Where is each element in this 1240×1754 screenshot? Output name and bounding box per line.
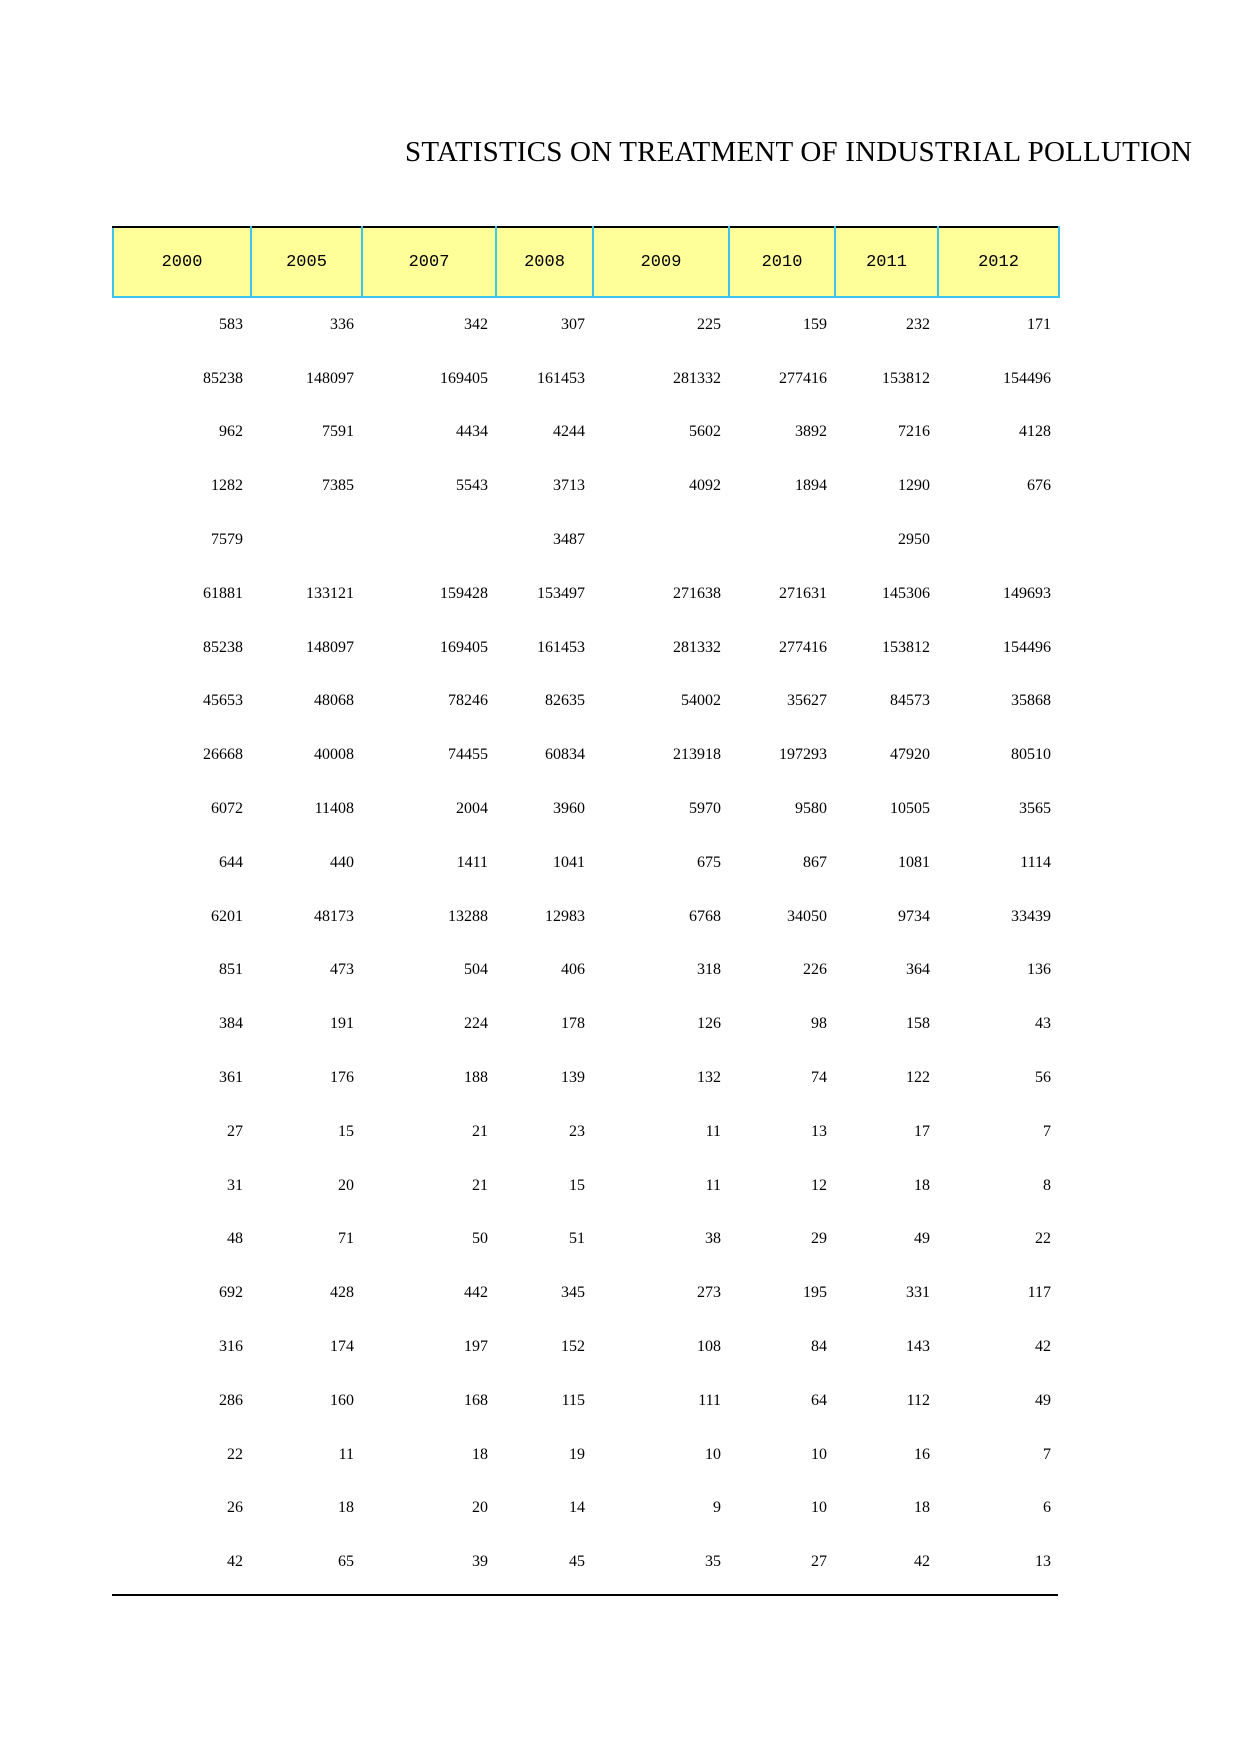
table-cell: 48068: [314, 692, 354, 710]
table-cell: 153812: [882, 369, 930, 387]
table-cell: 281332: [673, 638, 721, 656]
table-cell: 174: [330, 1338, 354, 1356]
title-container: [405, 132, 1193, 176]
table-cell: [729, 513, 835, 567]
table-cell: 225: [697, 315, 721, 333]
table-cell: 176: [330, 1069, 354, 1087]
table-cell: 84573: [890, 692, 930, 710]
table-row: [113, 1374, 1059, 1428]
table-cell: 122: [906, 1069, 930, 1087]
table-cell: 1081: [898, 853, 930, 871]
table-cell: 644: [219, 853, 243, 871]
table-cell: 316: [219, 1338, 243, 1356]
table-cell: 22: [227, 1445, 243, 1463]
table-cell: 331: [906, 1284, 930, 1302]
table-cell: 71: [338, 1230, 354, 1248]
table-cell: 13: [1035, 1553, 1051, 1571]
table-cell: 213918: [673, 746, 721, 764]
header-row: [113, 227, 1059, 297]
table-cell: 1894: [795, 477, 827, 495]
table-cell: 14: [569, 1499, 585, 1517]
table-cell: 133121: [306, 584, 354, 602]
table-cell: 676: [1027, 477, 1051, 495]
table-cell: 35868: [1011, 692, 1051, 710]
table-cell: 26668: [203, 746, 243, 764]
table-cell: 136: [1027, 961, 1051, 979]
table-cell: 149693: [1003, 584, 1051, 602]
column-header-2007: 2007: [362, 227, 496, 297]
table-cell: 318: [697, 961, 721, 979]
table-cell: 29: [811, 1230, 827, 1248]
table-cell: 2004: [456, 800, 488, 818]
table-row: [113, 513, 1059, 567]
table-cell: 12983: [545, 907, 585, 925]
table-row: [113, 944, 1059, 998]
table-row: [113, 675, 1059, 729]
column-header-2009: 2009: [593, 227, 729, 297]
table-row: [113, 836, 1059, 890]
table-cell: 65: [338, 1553, 354, 1571]
table-cell: 9: [713, 1499, 721, 1517]
table-cell: 5602: [689, 423, 721, 441]
table-cell: 11408: [314, 800, 354, 818]
table-row: [113, 890, 1059, 944]
table-cell: 20: [472, 1499, 488, 1517]
table-cell: 56: [1035, 1069, 1051, 1087]
table-cell: 16: [914, 1445, 930, 1463]
table-row: [113, 297, 1059, 352]
table-cell: 191: [330, 1015, 354, 1033]
table-cell: 7579: [211, 531, 243, 549]
table-cell: 307: [561, 315, 585, 333]
table-cell: 21: [472, 1122, 488, 1140]
table-cell: 61881: [203, 584, 243, 602]
column-header-2005: 2005: [251, 227, 362, 297]
table-cell: 271638: [673, 584, 721, 602]
table-cell: 126: [697, 1015, 721, 1033]
table-cell: 1041: [553, 853, 585, 871]
table-cell: 3487: [553, 531, 585, 549]
table-cell: 15: [569, 1176, 585, 1194]
page-title: STATISTICS ON TREATMENT OF INDUSTRIAL POLLUTION: [405, 136, 1193, 168]
table-cell: 33439: [1011, 907, 1051, 925]
table-row: [113, 1159, 1059, 1213]
table-row: [113, 1320, 1059, 1374]
table-cell: 440: [330, 853, 354, 871]
table-cell: 143: [906, 1338, 930, 1356]
table-row: [113, 459, 1059, 513]
table-cell: 84: [811, 1338, 827, 1356]
table-cell: 43: [1035, 1015, 1051, 1033]
table-cell: 1290: [898, 477, 930, 495]
table-cell: 9580: [795, 800, 827, 818]
table-cell: 153497: [537, 584, 585, 602]
table-row: [113, 1535, 1059, 1589]
table-cell: 11: [705, 1176, 721, 1194]
table-cell: 336: [330, 315, 354, 333]
table-cell: 19: [569, 1445, 585, 1463]
table-cell: 4092: [689, 477, 721, 495]
table-cell: [593, 513, 729, 567]
table-cell: 277416: [779, 369, 827, 387]
table-cell: 361: [219, 1069, 243, 1087]
table-cell: 851: [219, 961, 243, 979]
table-cell: 20: [338, 1176, 354, 1194]
table-cell: 5970: [689, 800, 721, 818]
table-row: [113, 997, 1059, 1051]
table-row: [113, 406, 1059, 460]
column-header-2000: 2000: [113, 227, 251, 297]
table-cell: 85238: [203, 638, 243, 656]
table-cell: 27: [811, 1553, 827, 1571]
table-cell: 3565: [1019, 800, 1051, 818]
table-cell: 7216: [898, 423, 930, 441]
table-cell: 7591: [322, 423, 354, 441]
table-cell: 60834: [545, 746, 585, 764]
table-cell: 6201: [211, 907, 243, 925]
table-cell: 148097: [306, 638, 354, 656]
table-cell: 154496: [1003, 369, 1051, 387]
table-cell: 85238: [203, 369, 243, 387]
table-cell: 197293: [779, 746, 827, 764]
table-cell: 6768: [689, 907, 721, 925]
table-cell: 74: [811, 1069, 827, 1087]
table-cell: 224: [464, 1015, 488, 1033]
table-cell: 35: [705, 1553, 721, 1571]
table-cell: 281332: [673, 369, 721, 387]
table-row: [113, 1266, 1059, 1320]
table-cell: 64: [811, 1391, 827, 1409]
table-cell: 112: [906, 1391, 930, 1409]
table-cell: 154496: [1003, 638, 1051, 656]
table-cell: [362, 513, 496, 567]
table-cell: 3960: [553, 800, 585, 818]
table-cell: 161453: [537, 369, 585, 387]
table-cell: 26: [227, 1499, 243, 1517]
table-cell: 18: [914, 1499, 930, 1517]
table-cell: 583: [219, 315, 243, 333]
table-cell: 273: [697, 1284, 721, 1302]
table-cell: 23: [569, 1122, 585, 1140]
table-cell: 13: [811, 1122, 827, 1140]
table-cell: 18: [914, 1176, 930, 1194]
table-cell: 226: [803, 961, 827, 979]
table-row: [113, 621, 1059, 675]
table-cell: 11: [705, 1122, 721, 1140]
table-cell: 342: [464, 315, 488, 333]
table-cell: 80510: [1011, 746, 1051, 764]
table-cell: 50: [472, 1230, 488, 1248]
table-cell: 22: [1035, 1230, 1051, 1248]
table-cell: 42: [227, 1553, 243, 1571]
table-cell: 10: [811, 1499, 827, 1517]
table-cell: 277416: [779, 638, 827, 656]
table-row: [113, 782, 1059, 836]
table-cell: 169405: [440, 369, 488, 387]
table-cell: 11: [338, 1445, 354, 1463]
table-cell: 8: [1043, 1176, 1051, 1194]
table-cell: 188: [464, 1069, 488, 1087]
statistics-table: [112, 226, 1060, 1589]
table-cell: 49: [1035, 1391, 1051, 1409]
table-cell: 168: [464, 1391, 488, 1409]
table-cell: 45653: [203, 692, 243, 710]
table-row: [113, 352, 1059, 406]
table-cell: 3892: [795, 423, 827, 441]
table-row: [113, 1213, 1059, 1267]
table-cell: 161453: [537, 638, 585, 656]
table-cell: 152: [561, 1338, 585, 1356]
table-cell: 34050: [787, 907, 827, 925]
table-cell: 13288: [448, 907, 488, 925]
table-cell: 159: [803, 315, 827, 333]
table-cell: 42: [914, 1553, 930, 1571]
table-cell: 7: [1043, 1445, 1051, 1463]
column-header-2011: 2011: [835, 227, 938, 297]
table-cell: 10: [705, 1445, 721, 1463]
table-cell: 12: [811, 1176, 827, 1194]
table-row: [113, 728, 1059, 782]
table-cell: 6072: [211, 800, 243, 818]
table-cell: 31: [227, 1176, 243, 1194]
table-cell: 148097: [306, 369, 354, 387]
table-cell: 345: [561, 1284, 585, 1302]
table-cell: 271631: [779, 584, 827, 602]
table-row: [113, 1105, 1059, 1159]
table-cell: 47920: [890, 746, 930, 764]
table-cell: 111: [698, 1391, 721, 1409]
table-cell: 132: [697, 1069, 721, 1087]
table-cell: 153812: [882, 638, 930, 656]
table-cell: [251, 513, 362, 567]
table-cell: 45: [569, 1553, 585, 1571]
table-cell: 10: [811, 1445, 827, 1463]
table-cell: 195: [803, 1284, 827, 1302]
table-cell: 473: [330, 961, 354, 979]
table-cell: 108: [697, 1338, 721, 1356]
table-cell: 35627: [787, 692, 827, 710]
table-cell: 48: [227, 1230, 243, 1248]
table-cell: 3713: [553, 477, 585, 495]
table-cell: 442: [464, 1284, 488, 1302]
table-cell: 406: [561, 961, 585, 979]
table-cell: 504: [464, 961, 488, 979]
table-row: [113, 1428, 1059, 1482]
table-cell: 9734: [898, 907, 930, 925]
column-header-2008: 2008: [496, 227, 593, 297]
table-cell: 98: [811, 1015, 827, 1033]
table-cell: 197: [464, 1338, 488, 1356]
table-cell: 169405: [440, 638, 488, 656]
table-cell: 2950: [898, 531, 930, 549]
table-cell: 7: [1043, 1122, 1051, 1140]
table-cell: 171: [1027, 315, 1051, 333]
table-row: [113, 1051, 1059, 1105]
table-row: [113, 1482, 1059, 1536]
table-cell: 384: [219, 1015, 243, 1033]
table-cell: 1282: [211, 477, 243, 495]
table-cell: 74455: [448, 746, 488, 764]
table-cell: 4244: [553, 423, 585, 441]
table-cell: 54002: [681, 692, 721, 710]
table-cell: 21: [472, 1176, 488, 1194]
statistics-table-container: [112, 226, 1058, 1589]
table-cell: 10505: [890, 800, 930, 818]
table-cell: 364: [906, 961, 930, 979]
table-cell: 7385: [322, 477, 354, 495]
table-cell: 145306: [882, 584, 930, 602]
table-cell: 51: [569, 1230, 585, 1248]
table-cell: 39: [472, 1553, 488, 1571]
table-cell: 42: [1035, 1338, 1051, 1356]
table-cell: 40008: [314, 746, 354, 764]
table-cell: 158: [906, 1015, 930, 1033]
table-cell: 78246: [448, 692, 488, 710]
table-cell: 867: [803, 853, 827, 871]
table-cell: 139: [561, 1069, 585, 1087]
table-cell: 115: [561, 1391, 585, 1409]
table-cell: 18: [472, 1445, 488, 1463]
table-cell: 160: [330, 1391, 354, 1409]
table-cell: 49: [914, 1230, 930, 1248]
table-cell: 117: [1027, 1284, 1051, 1302]
table-cell: 5543: [456, 477, 488, 495]
table-cell: 159428: [440, 584, 488, 602]
table-cell: 962: [219, 423, 243, 441]
table-cell: 4434: [456, 423, 488, 441]
table-cell: 232: [906, 315, 930, 333]
table-row: [113, 567, 1059, 621]
table-cell: 1411: [456, 853, 488, 871]
column-header-2010: 2010: [729, 227, 835, 297]
column-header-2012: 2012: [938, 227, 1059, 297]
bottom-rule: [112, 1594, 1058, 1596]
table-body: [113, 297, 1059, 1589]
table-cell: 178: [561, 1015, 585, 1033]
table-cell: 1114: [1020, 853, 1051, 871]
table-cell: 692: [219, 1284, 243, 1302]
table-cell: 27: [227, 1122, 243, 1140]
table-cell: 18: [338, 1499, 354, 1517]
table-cell: 675: [697, 853, 721, 871]
table-cell: 6: [1043, 1499, 1051, 1517]
table-cell: 428: [330, 1284, 354, 1302]
table-cell: 4128: [1019, 423, 1051, 441]
table-cell: [938, 513, 1059, 567]
table-cell: 286: [219, 1391, 243, 1409]
table-cell: 82635: [545, 692, 585, 710]
table-cell: 17: [914, 1122, 930, 1140]
table-cell: 15: [338, 1122, 354, 1140]
table-cell: 38: [705, 1230, 721, 1248]
table-cell: 48173: [314, 907, 354, 925]
